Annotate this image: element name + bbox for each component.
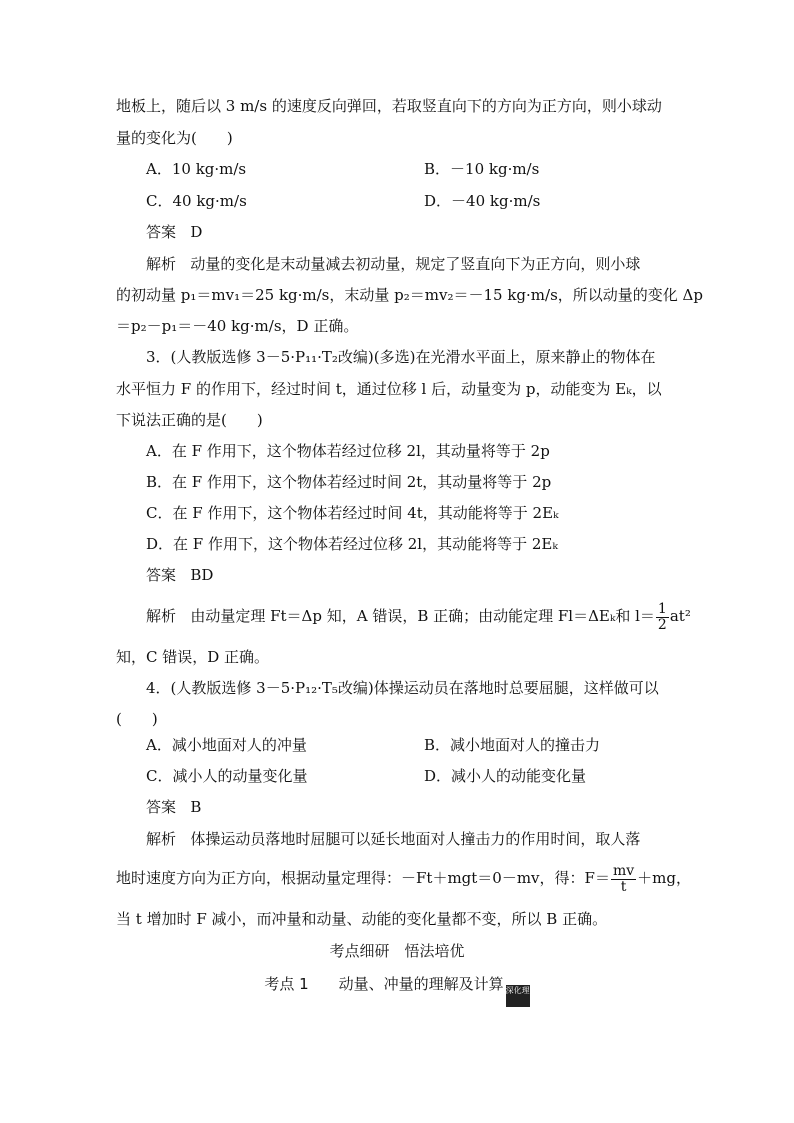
q3-option-a: A．在 F 作用下，这个物体若经过位移 2l，其动量将等于 2p [146,442,550,460]
q3-option-b: B．在 F 作用下，这个物体若经过时间 2t，其动量将等于 2p [146,473,552,491]
fraction-denominator: 2 [657,616,667,633]
q3-option-d: D．在 F 作用下，这个物体若经过位移 2l，其动能将等于 2Eₖ [146,535,558,553]
q4-explain-line3: 当 t 增加时 F 减小，而冲量和动量、动能的变化量都不变，所以 B 正确。 [116,910,608,928]
q4-stem-line2: ( ) [116,710,158,728]
q3-stem-line3: 下说法正确的是( ) [116,411,263,429]
explain-text-tail: ＋mg， [637,869,691,887]
q4-answer [146,796,201,818]
explain-text: 由动量定理 Ft＝Δp 知，A 错误，B 正确；由动能定理 Fl＝ΔEₖ和 l＝ [190,607,655,625]
section-title: 考点细研 悟法培优 [329,942,465,960]
topic-heading [0,973,794,1007]
answer-label: 答案 [146,798,177,816]
q2-option-b: B．－10 kg·m/s [424,160,540,178]
deepen-understanding-badge: 深化理解 [506,985,530,1007]
explain-text: 动量的变化是末动量减去初动量，规定了竖直向下为正方向，则小球 [190,255,641,273]
explain-label: 解析 [146,607,177,625]
q4-option-c: C．减小人的动量变化量 [146,767,308,785]
q2-explain-line1 [146,253,640,275]
q3-explain-line1 [146,598,691,634]
q3-explain-line2: 知，C 错误，D 正确。 [116,648,270,666]
explain-text: 体操运动员落地时屈腿可以延长地面对人撞击力的作用时间，取人落 [190,830,641,848]
answer-value: BD [190,566,214,584]
explain-label: 解析 [146,255,177,273]
q2-option-a: A．10 kg·m/s [146,160,247,178]
q3-answer [146,564,213,586]
q4-explain-line2 [116,860,691,896]
fraction-numerator: mv [612,862,635,879]
q4-explain-line1 [146,828,640,850]
explain-label: 解析 [146,830,177,848]
q4-option-d: D．减小人的动能变化量 [424,767,587,785]
q3-stem-line1: 3．(人教版选修 3－5·P₁₁·T₂改编)(多选)在光滑水平面上，原来静止的物体在 [146,348,656,366]
explain-text: 地时速度方向为正方向，根据动量定理得：－Ft＋mgt＝0－mv，得：F＝ [116,869,610,887]
answer-label: 答案 [146,566,177,584]
answer-value: D [190,223,203,241]
answer-label: 答案 [146,223,177,241]
topic-text: 考点 1 动量、冲量的理解及计算 [264,975,504,993]
fraction-numerator: 1 [657,600,667,617]
q2-option-c: C．40 kg·m/s [146,192,247,210]
fraction-one-half [656,602,669,633]
fraction-denominator: t [620,878,627,895]
answer-value: B [190,798,202,816]
q2-explain-line3: ＝p₂－p₁＝－40 kg·m/s，D 正确。 [116,317,359,335]
q2-explain-line2: 的初动量 p₁＝mv₁＝25 kg·m/s，末动量 p₂＝mv₂＝－15 kg·m/s，所以动量的变化 Δp [116,286,703,304]
q2-stem-line2: 量的变化为( ) [116,129,233,147]
explain-text-tail: at² [669,607,691,625]
q4-option-a: A．减小地面对人的冲量 [146,736,307,754]
fraction-mv-over-t [611,864,636,895]
q3-option-c: C．在 F 作用下，这个物体若经过时间 4t，其动能将等于 2Eₖ [146,504,559,522]
q2-answer [146,221,202,243]
q4-stem-line1: 4．(人教版选修 3－5·P₁₂·T₅改编)体操运动员在落地时总要屈腿，这样做可以 [146,679,659,697]
q4-option-b: B．减小地面对人的撞击力 [424,736,601,754]
q2-stem-line1: 地板上，随后以 3 m/s 的速度反向弹回，若取竖直向下的方向为正方向，则小球动 [116,97,662,115]
q3-stem-line2: 水平恒力 F 的作用下，经过时间 t，通过位移 l 后，动量变为 p，动能变为 Eₖ，以 [116,380,662,398]
q2-option-d: D．－40 kg·m/s [424,192,541,210]
